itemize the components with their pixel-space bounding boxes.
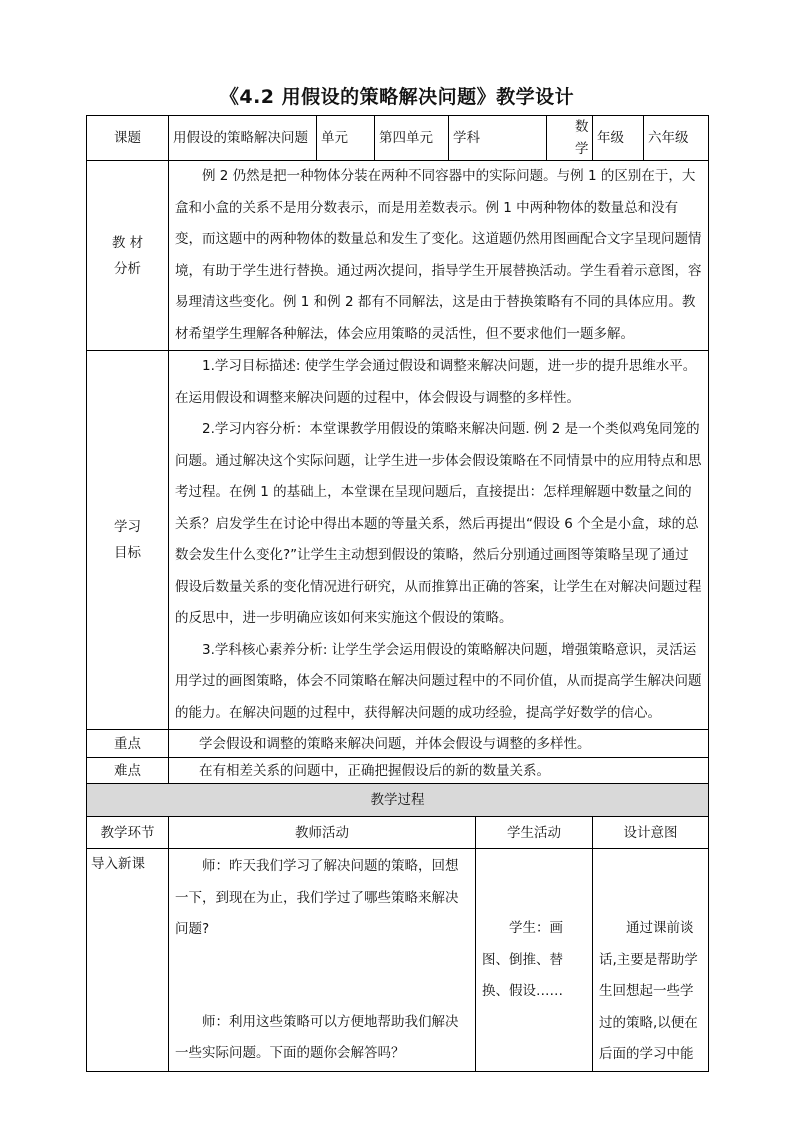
goals-paragraph-1: 1.学习目标描述: 使学生学会通过假设和调整来解决问题，进一步的提升思维水平。在运用假设和调整来解决问题的过程中，体会假设与调整的多样性。	[175, 358, 697, 406]
topic-value: 用假设的策略解决问题	[169, 116, 317, 161]
goals-text-cell	[169, 351, 709, 730]
difficulty-text: 在有相差关系的问题中，正确把握假设后的新的数量关系。	[169, 758, 709, 784]
grade-value: 六年级	[644, 116, 709, 161]
difficulty-row	[87, 758, 709, 784]
goals-label-line1: 学习	[114, 519, 141, 535]
goals-paragraph-2: 2.学习内容分析：本堂课教学用假设的策略来解决问题. 例 2 是一个类似鸡兔同笼的问题。通过解决这个实际问题，让学生进一步体会假设策略在不同情景中的应用特点和思考过程。在例 1 的基础上，本堂课在呈现问题后，直接提出：怎样理解题中数量之间的关系？启发学生在讨论中得出本题的等量关系，然后再提出“假设 6 个全是小盒，球的总数会发生什么变化?”让学生主动想到假设的策略，然后分别通过画图等策略呈现了通过假设后数量关系的变化情况进行研究，从而推算出正确的答案，让学生在对解决问题过程的反思中，进一步明确应该如何来实施这个假设的策略。	[175, 421, 702, 626]
topic-label: 课题	[87, 116, 169, 161]
stage-intro: 导入新课	[87, 849, 169, 1072]
col-stage-header: 教学环节	[87, 817, 169, 849]
col-intent-header: 设计意图	[593, 817, 709, 849]
col-student-header: 学生活动	[476, 817, 593, 849]
student-activity-text: 学生：画图、倒推、替换、假设……	[482, 920, 563, 999]
lesson-plan-table	[86, 115, 709, 1072]
unit-value: 第四单元	[375, 116, 449, 161]
goals-paragraph-3: 3.学科核心素养分析: 让学生学会运用假设的策略解决问题，增强策略意识，灵活运用学过的画图策略，体会不同策略在解决问题过程中的不同价值，从而提高学生解决问题的能力。在解决问题的过程中，获得解决问题的成功经验，提高学好数学的信心。	[175, 641, 702, 721]
teacher-paragraph-1: 师：昨天我们学习了解决问题的策略，回想一下，到现在为止，我们学过了哪些策略来解决问题?	[175, 858, 459, 937]
material-row	[87, 161, 709, 351]
material-label	[87, 161, 169, 351]
student-activity-cell	[476, 849, 593, 1072]
design-intent-text: 通过课前谈话,主要是帮助学生回想起一些学过的策略,以便在后面的学习中能	[599, 920, 698, 1062]
goals-label-line2: 目标	[114, 545, 141, 561]
grade-label: 年级	[593, 116, 644, 161]
material-label-line2: 分析	[114, 260, 141, 277]
process-header-row	[87, 817, 709, 849]
page-title: 《4.2 用假设的策略解决问题》教学设计	[219, 86, 575, 108]
teacher-paragraph-2: 师：利用这些策略可以方便地帮助我们解决一些实际问题。下面的题你会解答吗？	[175, 1013, 459, 1061]
unit-label: 单元	[317, 116, 375, 161]
key-point-row	[87, 730, 709, 758]
key-point-text: 学会假设和调整的策略来解决问题，并体会假设与调整的多样性。	[169, 730, 709, 758]
teacher-activity-cell	[169, 849, 476, 1072]
col-teacher-header: 教师活动	[169, 817, 476, 849]
goals-row	[87, 351, 709, 730]
difficulty-label: 难点	[87, 758, 169, 784]
material-label-line1: 教 材	[111, 234, 144, 251]
process-title-row	[87, 784, 709, 817]
process-title: 教学过程	[87, 784, 709, 817]
key-point-label: 重点	[87, 730, 169, 758]
process-row-intro	[87, 849, 709, 1072]
subject-label: 学科	[449, 116, 547, 161]
material-text: 例 2 仍然是把一种物体分装在两种不同容器中的实际问题。与例 1 的区别在于，大盒和小盒的关系不是用分数表示，而是用差数表示。例 1 中两种物体的数量总和没有变，而这题中的两种物体的数量总和发生了变化。这道题仍然用图画配合文字呈现问题情境，有助于学生进行替换。通过两次提问，指导学生开展替换活动。学生看着示意图，容易理清这些变化。例 1 和例 2 都有不同解法，这是由于替换策略有不同的具体应用。教材希望学生理解各种解法，体会应用策略的灵活性，但不要求他们一题多解。	[175, 168, 702, 342]
material-text-cell	[169, 161, 709, 351]
header-row	[87, 116, 709, 161]
design-intent-cell	[593, 849, 709, 1072]
goals-label	[87, 351, 169, 730]
subject-value: 数学	[547, 116, 593, 161]
